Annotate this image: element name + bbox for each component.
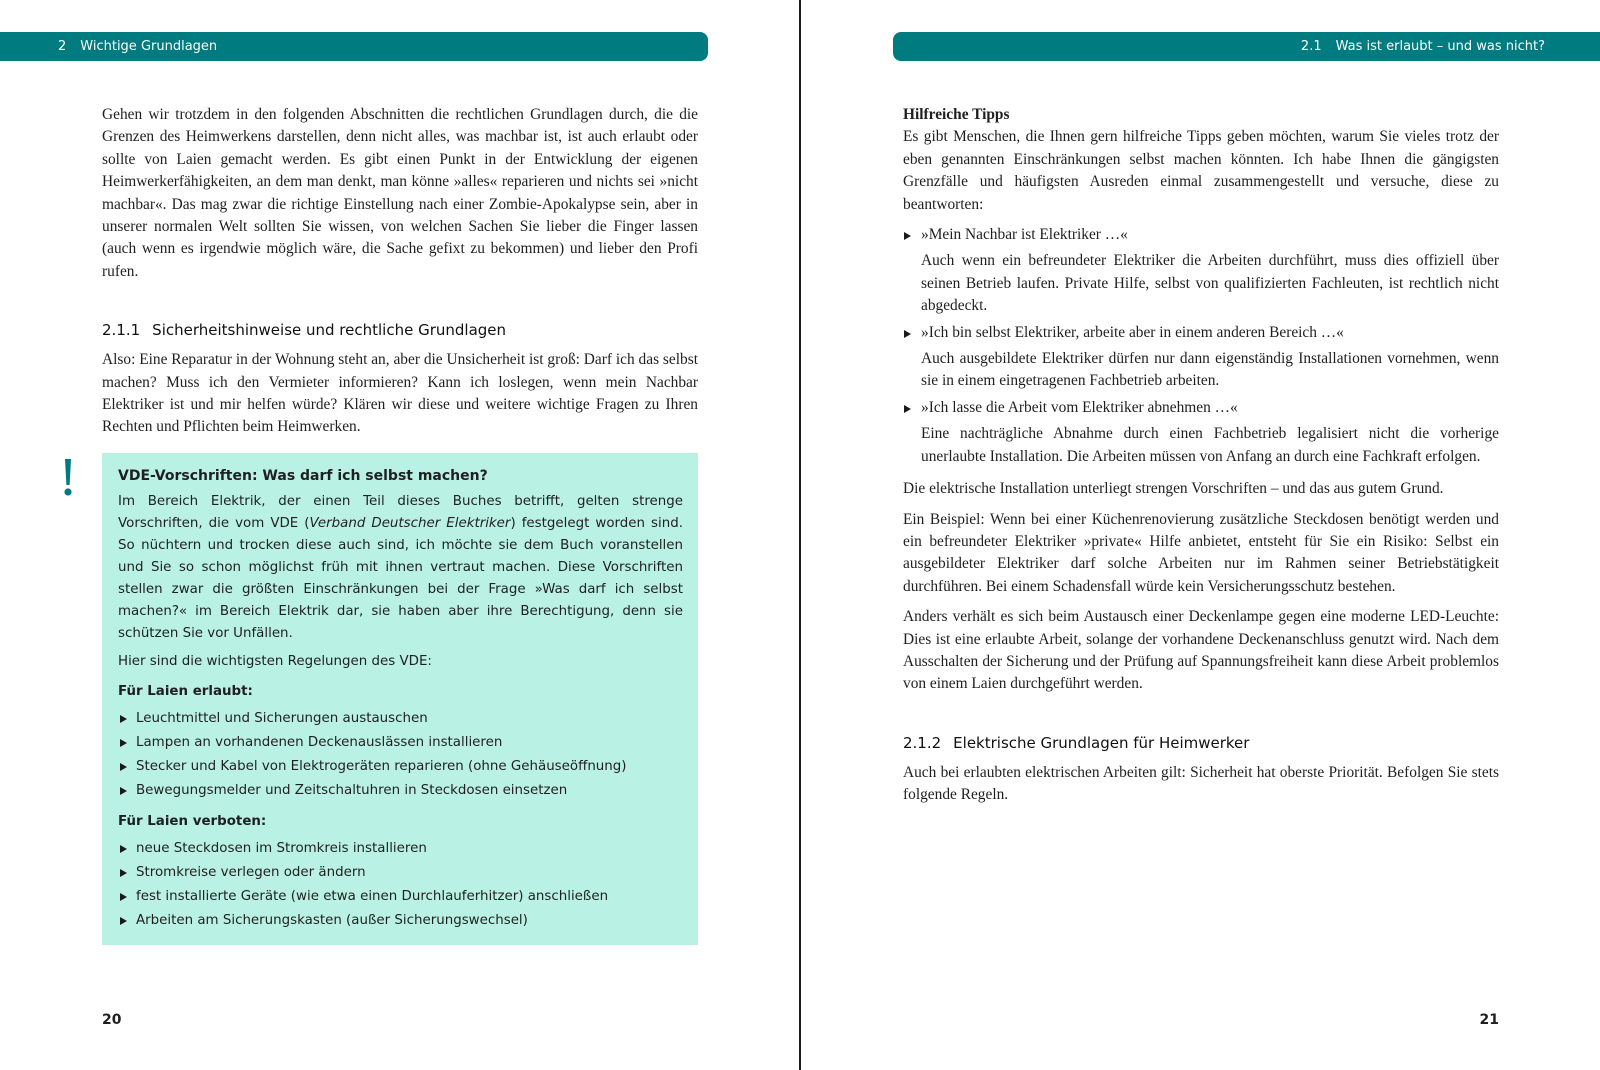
intro-paragraph: Gehen wir trotzdem in den folgenden Abschnitten die rechtlichen Grundlagen durch, die die Grenzen des Heimwerkens darstellen, denn nicht alles, was machbar ist, ist auch erlaubt oder sollte von Laien gemacht werden. Es gibt einen Punkt in der Entwicklung der eigenen Heimwerkerfähigkeiten, an dem man denkt, man könne »alles« reparieren und nichts sei »nicht machbar«. Das mag zwar die richtige Einstellung nach einer Zombie-Apokalypse sein, aber in unserer normalen Welt sollten Sie wissen, von welchen Sachen Sie lieber die Finger lassen (auch wenn es irgendwie möglich wäre, die Sache gefixt zu bekommen) und lieber den Profi rufen. [102,106,698,280]
info-box-text [118,491,683,645]
list-item: Stecker und Kabel von Elektrogeräten reparieren (ohne Gehäuseöffnung) [118,755,683,779]
body-paragraph: Die elektrische Installation unterliegt strengen Vorschriften – und das aus gutem Grund. [903,480,1444,498]
running-header-left [0,32,708,61]
section-number: 2.1.2 [903,733,942,752]
info-box-text-italic: Verband Deutscher Elektriker [309,515,511,531]
info-box-text-part: Im Bereich Elektrik, der einen Teil dieses Buches betrifft, gelten strenge Vorschriften, die vom VDE ( [118,493,683,531]
tip-answer: Eine nachträgliche Abnahme durch einen Fachbetrieb legalisiert nicht die vorherige unerlaubte Installation. Die Arbeiten müssen von Anfang an durch eine Fachkraft erfolgen. [921,425,1499,465]
section-title: Sicherheitshinweise und rechtliche Grundlagen [152,321,507,340]
right-text-column [903,104,1499,807]
page-number-right: 21 [1479,1012,1499,1028]
allowed-heading: Für Laien erlaubt: [118,683,253,699]
chapter-title: Wichtige Grundlagen [80,39,218,54]
tips-list [903,224,1499,468]
body-paragraph: Ein Beispiel: Wenn bei einer Küchenrenovierung zusätzliche Steckdosen benötigt werden und ein befreundeter Elektriker »private« Hilfe anbietet, entsteht für Sie ein Risiko: Selbst ein ausgebildeter Elektriker darf solche Arbeiten nur im Rahmen seiner Betriebstätigkeit durchführen. Bei einem Schadensfall würde kein Versicherungsschutz bestehen. [903,510,1499,595]
info-box-title: VDE-Vorschriften: Was darf ich selbst machen? [118,467,488,484]
list-item: Lampen an vorhandenen Deckenauslässen installieren [118,731,683,755]
section-number-header: 2.1 [1300,39,1322,54]
list-item: Leuchtmittel und Sicherungen austauschen [118,707,683,731]
left-text-column [102,104,698,945]
info-box-intro: Hier sind die wichtigsten Regelungen des VDE: [118,653,432,669]
tip-answer: Auch ausgebildete Elektriker dürfen nur dann eigenständig Installationen vornehmen, wenn sie in einem eingetragenen Fachbetrieb arbeiten. [921,350,1499,390]
tips-intro: Es gibt Menschen, die Ihnen gern hilfreiche Tipps geben möchten, warum Sie vieles trotz der eben genannten Einschränkungen selbst machen könnten. Ich habe Ihnen die gängigsten Grenzfälle und häufigsten Ausreden einmal zusammengestellt und versuche, diese zu beantworten: [903,128,1499,213]
list-item: fest installierte Geräte (wie etwa einen Durchlauferhitzer) anschließen [118,885,683,909]
section-paragraph: Also: Eine Reparatur in der Wohnung steht an, aber die Unsicherheit ist groß: Darf ich das selbst machen? Muss ich den Vermieter informieren? Kann ich loslegen, wenn mein Nachbar Elektriker ist und mir helfen würde? Klären wir diese und weitere wichtige Fragen zu Ihren Rechten und Pflichten beim Heimwerken. [102,351,698,436]
list-item: Bewegungsmelder und Zeitschaltuhren in Steckdosen einsetzen [118,779,683,803]
list-item: Arbeiten am Sicherungskasten (außer Sicherungswechsel) [118,909,683,933]
allowed-list [118,707,683,803]
section-heading-2-1-2 [903,732,1499,754]
tip-item [903,322,1499,393]
vde-info-box [102,453,698,945]
info-box-text-part: ) festgelegt worden sind. So nüchtern und trocken diese auch sind, ich möchte sie dem Buch voranstellen und Sie so schon möglichst früh mit ihnen vertraut machen. Diese Vorschriften stellen zwar die größten Einschränkungen bei der Frage »Was darf ich selbst machen?« im Bereich Elektrik dar, sie haben aber ihre Berechtigung, denn sie schützen Sie vor Unfällen. [118,515,683,641]
section-number: 2.1.1 [102,321,141,340]
section-paragraph: Auch bei erlaubten elektrischen Arbeiten gilt: Sicherheit hat oberste Priorität. Befolgen Sie stets folgende Regeln. [903,763,1499,804]
chapter-number: 2 [58,39,67,54]
tip-quote: »Ich lasse die Arbeit vom Elektriker abnehmen …« [921,398,1238,416]
list-item: Stromkreise verlegen oder ändern [118,861,683,885]
tip-quote: »Ich bin selbst Elektriker, arbeite aber in einem anderen Bereich …« [921,323,1344,341]
tip-item [903,397,1499,468]
forbidden-heading: Für Laien verboten: [118,813,267,829]
tips-title: Hilfreiche Tipps [903,106,1010,123]
list-item: neue Steckdosen im Stromkreis installieren [118,837,683,861]
running-header-right [893,32,1600,61]
section-heading-2-1-1 [102,319,698,341]
body-paragraph: Anders verhält es sich beim Austausch einer Deckenlampe gegen eine moderne LED-Leuchte: Dies ist eine erlaubte Arbeit, solange der vorhandene Deckenanschluss genutzt wird. Nach dem Ausschalten der Sicherung und der Prüfung auf Spannungsfreiheit kann diese Arbeit problemlos von einem Laien durchgeführt werden. [903,608,1499,693]
tip-quote: »Mein Nachbar ist Elektriker …« [921,226,1128,244]
exclamation-icon [62,457,74,497]
tip-answer: Auch wenn ein befreundeter Elektriker die Arbeiten durchführt, muss dies offiziell über seinen Betrieb laufen. Private Hilfe, selbst von qualifizierten Fachleuten, ist rechtlich nicht abgedeckt. [921,252,1499,315]
section-title: Elektrische Grundlagen für Heimwerker [953,733,1250,752]
section-title-header: Was ist erlaubt – und was nicht? [1335,39,1545,54]
page-number-left: 20 [102,1012,122,1028]
forbidden-list [118,837,683,933]
right-page [801,0,1600,1070]
tip-item [903,224,1499,318]
